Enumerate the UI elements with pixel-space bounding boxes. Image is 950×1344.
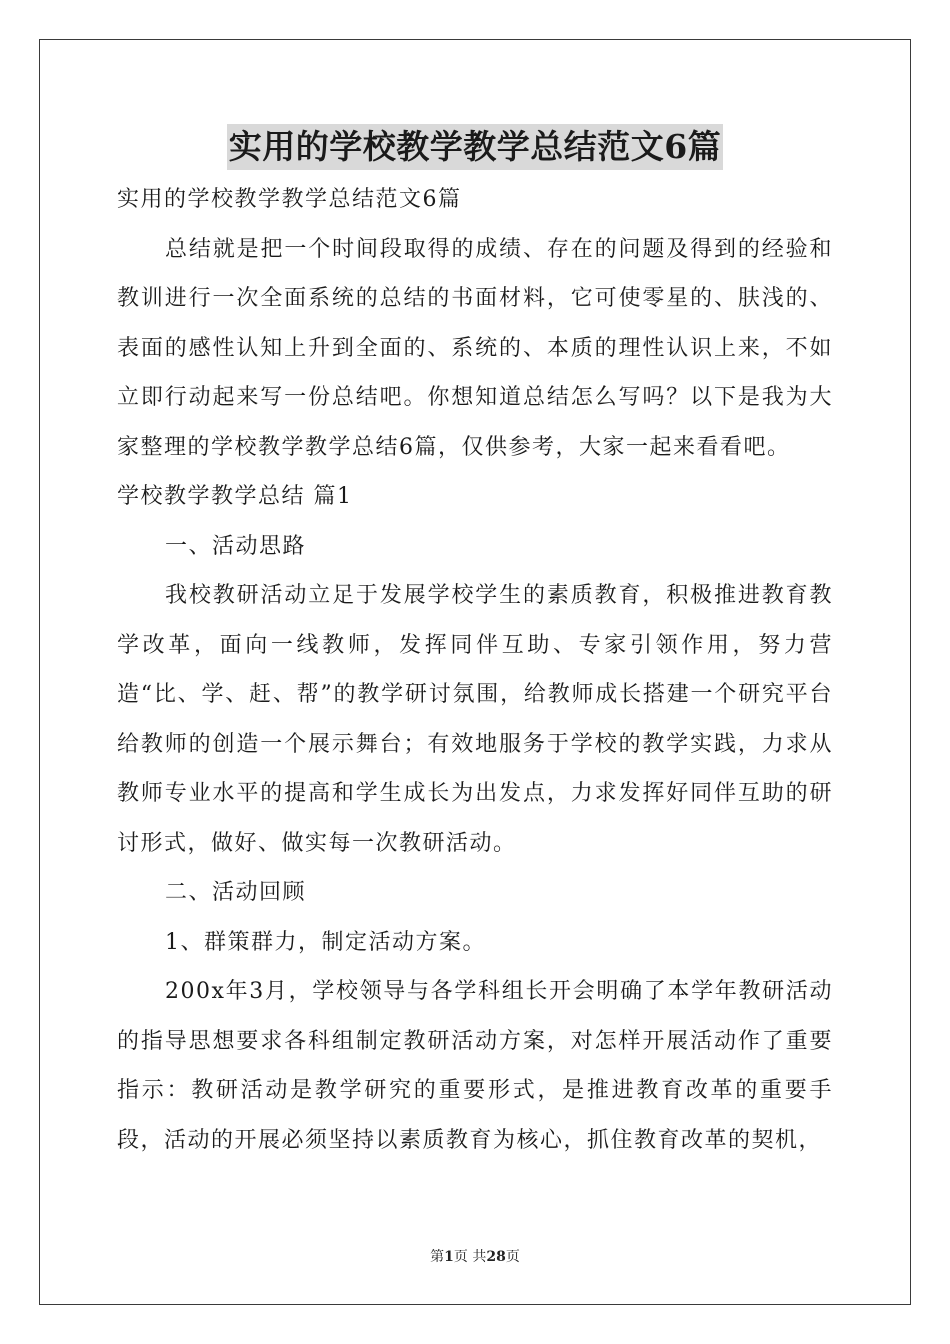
subheading-plan: 1、群策群力，制定活动方案。 (165, 929, 486, 955)
subheading-activity-idea: 一、活动思路 (165, 533, 307, 559)
paragraph-plan: 200x年3月，学校领导与各学科组长开会明确了本学年教研活动的指导思想要求各科组制定教研活动方案，对怎样开展活动作了重要指示：教研活动是教学研究的重要形式，是推进教育改革的重要手段，活动的开展必须坚持以素质教育为核心，抓住教育改革的契机， (117, 979, 833, 1153)
footer-page-suffix: 页 (505, 1249, 520, 1265)
footer-page-current: 1 (444, 1249, 454, 1265)
footer-page-mid: 页 共 (453, 1249, 487, 1265)
subtitle-line: 实用的学校教学教学总结范文6篇 (117, 187, 462, 212)
footer-page-total: 28 (486, 1249, 506, 1265)
footer-page-prefix: 第 (430, 1249, 445, 1265)
subheading-activity-review: 二、活动回顾 (165, 880, 307, 905)
page-footer (0, 1246, 950, 1266)
section-heading: 学校教学教学总结 篇1 (117, 484, 353, 509)
title-container (0, 124, 950, 170)
intro-paragraph: 总结就是把一个时间段取得的成绩、存在的问题及得到的经验和教训进行一次全面系统的总结的书面材料，它可使零星的、肤浅的、表面的感性认知上升到全面的、系统的、本质的理性认识上来，不如立即行动起来写一份总结吧。你想知道总结怎么写吗？以下是我为大家整理的学校教学教学总结6篇，仅供参考，大家一起来看看吧。 (117, 236, 833, 460)
document-body (117, 175, 833, 1165)
document-title: 实用的学校教学教学总结范文6篇 (227, 124, 723, 170)
paragraph-activity-idea: 我校教研活动立足于发展学校学生的素质教育，积极推进教育教学改革，面向一线教师，发挥同伴互助、专家引领作用，努力营造“比、学、赶、帮”的教学研讨氛围，给教师成长搭建一个研究平台给教师的创造一个展示舞台；有效地服务于学校的教学实践，力求从教师专业水平的提高和学生成长为出发点，力求发挥好同伴互助的研讨形式，做好、做实每一次教研活动。 (117, 583, 833, 856)
